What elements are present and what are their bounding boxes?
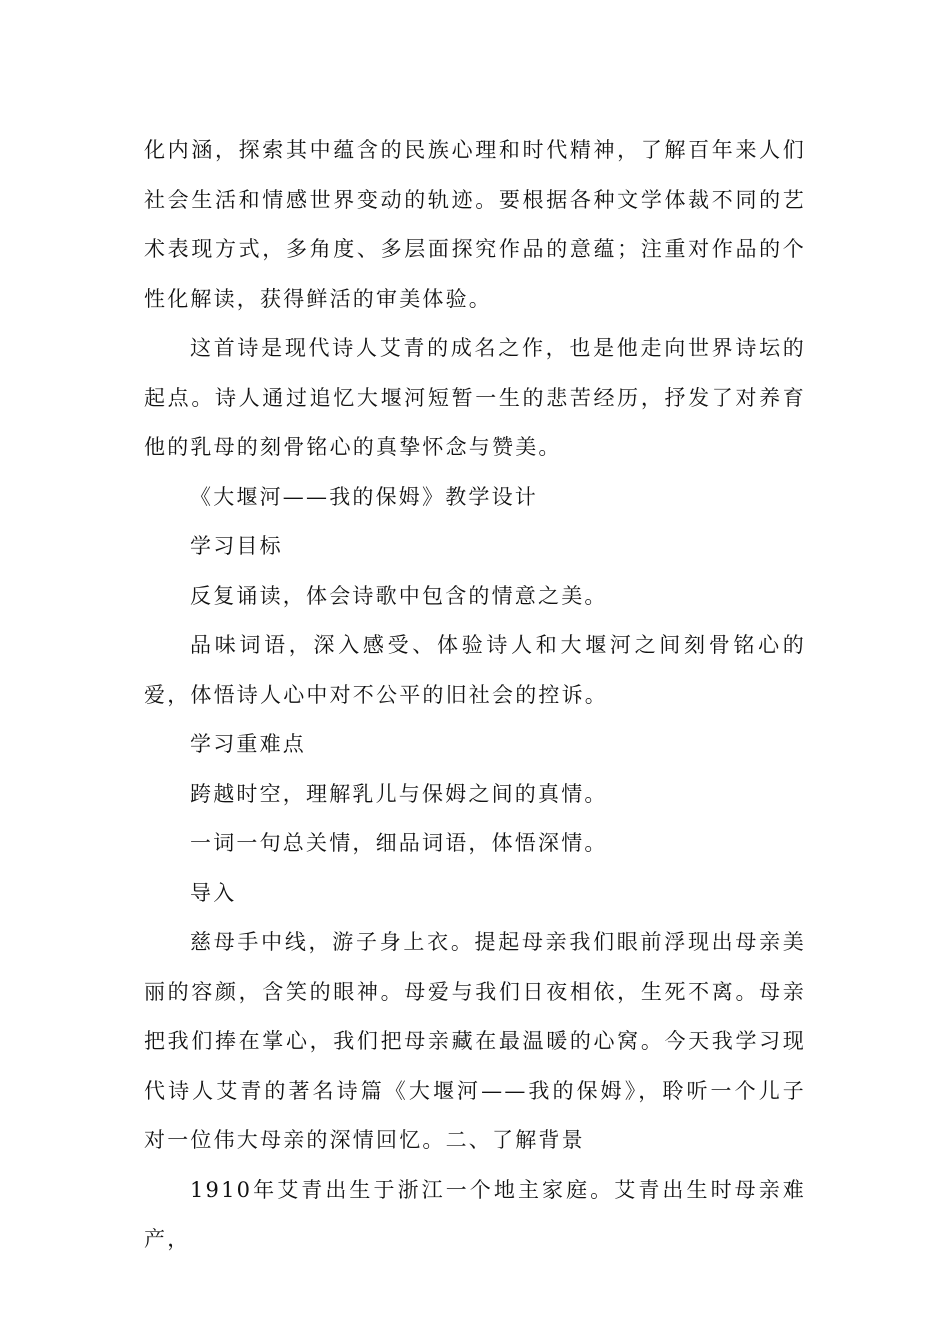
key-point-item-1: 跨越时空，理解乳儿与保姆之间的真情。 <box>190 781 608 806</box>
lesson-title: 《大堰河——我的保姆》教学设计 <box>190 484 538 509</box>
paragraph-poem-intro: 这首诗是现代诗人艾青的成名之作，也是他走向世界诗坛的起点。诗人通过追忆大堰河短暂一生的悲苦经历，抒发了对养育他的乳母的刻骨铭心的真挚怀念与赞美。 <box>144 336 806 459</box>
document-body <box>144 126 806 1265</box>
paragraph-introduction: 慈母手中线，游子身上衣。提起母亲我们眼前浮现出母亲美丽的容颜，含笑的眼神。母爱与我们日夜相依，生死不离。母亲把我们捧在掌心，我们把母亲藏在最温暖的心窝。今天我学习现代诗人艾青的著名诗篇《大堰河——我的保姆》，聆听一个儿子对一位伟大母亲的深情回忆。二、了解背景 <box>144 930 806 1152</box>
section-heading-introduction: 导入 <box>190 880 237 905</box>
section-heading-key-points: 学习重难点 <box>190 732 306 756</box>
objective-item-1: 反复诵读，体会诗歌中包含的情意之美。 <box>190 583 608 608</box>
paragraph-background: 1910年艾青出生于浙江一个地主家庭。艾青出生时母亲难产， <box>144 1177 806 1251</box>
paragraph-continuation: 化内涵，探索其中蕴含的民族心理和时代精神，了解百年来人们社会生活和情感世界变动的轨迹。要根据各种文学体裁不同的艺术表现方式，多角度、多层面探究作品的意蕴；注重对作品的个性化解读，获得鲜活的审美体验。 <box>144 138 806 311</box>
objective-item-2: 品味词语，深入感受、体验诗人和大堰河之间刻骨铭心的爱，体悟诗人心中对不公平的旧社会的控诉。 <box>144 633 806 707</box>
section-heading-objectives: 学习目标 <box>190 534 283 558</box>
key-point-item-2: 一词一句总关情，细品词语，体悟深情。 <box>190 831 608 855</box>
